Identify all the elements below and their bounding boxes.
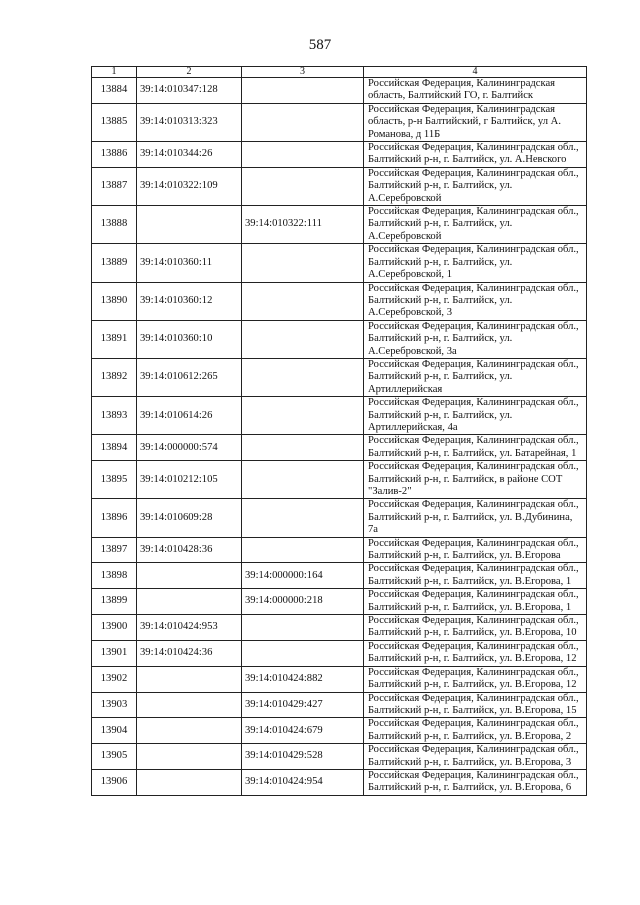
address-cell: Российская Федерация, Калининградская обл., Балтийский р-н, г. Балтийск, ул. В.Егорова, 2 xyxy=(364,718,587,744)
table-row xyxy=(92,142,587,168)
address-cell: Российская Федерация, Калининградская обл., Балтийский р-н, г. Балтийск, в районе СОТ "Залив-2" xyxy=(364,461,587,499)
record-number-cell: 13886 xyxy=(92,142,137,168)
related-cadastral-number-cell xyxy=(242,78,364,104)
column-header: 4 xyxy=(364,67,587,78)
related-cadastral-number-cell xyxy=(242,167,364,205)
record-number-cell: 13892 xyxy=(92,358,137,396)
address-cell: Российская Федерация, Калининградская обл., Балтийский р-н, г. Балтийск, ул. В.Егорова, 10 xyxy=(364,615,587,641)
record-number-cell: 13902 xyxy=(92,666,137,692)
table-row xyxy=(92,282,587,320)
table-row xyxy=(92,435,587,461)
related-cadastral-number-cell xyxy=(242,435,364,461)
cadastral-number-cell xyxy=(137,692,242,718)
table-row xyxy=(92,461,587,499)
record-number-cell: 13884 xyxy=(92,78,137,104)
table-row xyxy=(92,537,587,563)
record-number-cell: 13888 xyxy=(92,206,137,244)
record-number-cell: 13891 xyxy=(92,320,137,358)
address-cell: Российская Федерация, Калининградская обл., Балтийский р-н, г. Балтийск, ул. В.Егорова, 1 xyxy=(364,563,587,589)
related-cadastral-number-cell: 39:14:010424:679 xyxy=(242,718,364,744)
cadastral-number-cell: 39:14:010614:26 xyxy=(137,397,242,435)
address-cell: Российская Федерация, Калининградская обл., Балтийский р-н, г. Балтийск, ул. Артиллерийская xyxy=(364,358,587,396)
record-number-cell: 13899 xyxy=(92,589,137,615)
related-cadastral-number-cell xyxy=(242,615,364,641)
address-cell: Российская Федерация, Калининградская обл., Балтийский р-н, г. Балтийск, ул. В.Егорова, 15 xyxy=(364,692,587,718)
record-number-cell: 13905 xyxy=(92,744,137,770)
table-row xyxy=(92,244,587,282)
related-cadastral-number-cell xyxy=(242,397,364,435)
table-row xyxy=(92,358,587,396)
registry-table xyxy=(91,66,587,796)
cadastral-number-cell xyxy=(137,206,242,244)
related-cadastral-number-cell: 39:14:010322:111 xyxy=(242,206,364,244)
address-cell: Российская Федерация, Калининградская обл., Балтийский р-н, г. Балтийск, ул. В.Егорова, 3 xyxy=(364,744,587,770)
related-cadastral-number-cell xyxy=(242,320,364,358)
address-cell: Российская Федерация, Калининградская обл., Балтийский р-н, г. Балтийск, ул. А.Серебровской xyxy=(364,206,587,244)
record-number-cell: 13906 xyxy=(92,769,137,795)
address-cell: Российская Федерация, Калининградская обл., Балтийский р-н, г. Балтийск, ул. А.Серебровской, 1 xyxy=(364,244,587,282)
related-cadastral-number-cell xyxy=(242,282,364,320)
table-row xyxy=(92,640,587,666)
record-number-cell: 13890 xyxy=(92,282,137,320)
table-row xyxy=(92,718,587,744)
table-row xyxy=(92,103,587,141)
column-header: 2 xyxy=(137,67,242,78)
cadastral-number-cell: 39:14:010347:128 xyxy=(137,78,242,104)
address-cell: Российская Федерация, Калининградская обл., Балтийский р-н, г. Балтийск, ул. В.Егорова xyxy=(364,537,587,563)
cadastral-number-cell xyxy=(137,769,242,795)
cadastral-number-cell: 39:14:010212:105 xyxy=(137,461,242,499)
record-number-cell: 13894 xyxy=(92,435,137,461)
cadastral-number-cell xyxy=(137,563,242,589)
address-cell: Российская Федерация, Калининградская область, Балтийский ГО, г. Балтийск xyxy=(364,78,587,104)
address-cell: Российская Федерация, Калининградская обл., Балтийский р-н, г. Балтийск, ул. А.Серебровской xyxy=(364,167,587,205)
record-number-cell: 13904 xyxy=(92,718,137,744)
record-number-cell: 13900 xyxy=(92,615,137,641)
table-row xyxy=(92,78,587,104)
page-number: 587 xyxy=(308,37,332,53)
cadastral-number-cell: 39:14:010344:26 xyxy=(137,142,242,168)
cadastral-number-cell: 39:14:010322:109 xyxy=(137,167,242,205)
table-row xyxy=(92,397,587,435)
record-number-cell: 13895 xyxy=(92,461,137,499)
table-row xyxy=(92,615,587,641)
cadastral-number-cell: 39:14:010609:28 xyxy=(137,499,242,537)
address-cell: Российская Федерация, Калининградская обл., Балтийский р-н, г. Балтийск, ул. А.Серебровской, 3а xyxy=(364,320,587,358)
cadastral-number-cell: 39:14:010360:11 xyxy=(137,244,242,282)
record-number-cell: 13897 xyxy=(92,537,137,563)
table-row xyxy=(92,320,587,358)
address-cell: Российская Федерация, Калининградская обл., Балтийский р-н, г. Балтийск, ул. В.Егорова, 1 xyxy=(364,589,587,615)
table-row xyxy=(92,769,587,795)
address-cell: Российская Федерация, Калининградская обл., Балтийский р-н, г. Балтийск, ул. А.Невского xyxy=(364,142,587,168)
table-row xyxy=(92,589,587,615)
record-number-cell: 13887 xyxy=(92,167,137,205)
address-cell: Российская Федерация, Калининградская обл., Балтийский р-н, г. Балтийск, ул. Батарейная, 1 xyxy=(364,435,587,461)
table-row xyxy=(92,499,587,537)
table-header-row xyxy=(92,67,587,78)
table-row xyxy=(92,206,587,244)
column-header: 1 xyxy=(92,67,137,78)
cadastral-number-cell: 39:14:010424:36 xyxy=(137,640,242,666)
record-number-cell: 13896 xyxy=(92,499,137,537)
cadastral-number-cell: 39:14:010360:10 xyxy=(137,320,242,358)
cadastral-number-cell xyxy=(137,718,242,744)
related-cadastral-number-cell: 39:14:010429:528 xyxy=(242,744,364,770)
cadastral-number-cell: 39:14:010313:323 xyxy=(137,103,242,141)
address-cell: Российская Федерация, Калининградская обл., Балтийский р-н, г. Балтийск, ул. А.Серебровской, 3 xyxy=(364,282,587,320)
column-header: 3 xyxy=(242,67,364,78)
related-cadastral-number-cell xyxy=(242,640,364,666)
related-cadastral-number-cell: 39:14:010424:954 xyxy=(242,769,364,795)
address-cell: Российская Федерация, Калининградская обл., Балтийский р-н, г. Балтийск, ул. В.Егорова, 12 xyxy=(364,640,587,666)
related-cadastral-number-cell xyxy=(242,358,364,396)
record-number-cell: 13889 xyxy=(92,244,137,282)
table-row xyxy=(92,692,587,718)
cadastral-number-cell xyxy=(137,666,242,692)
table-row xyxy=(92,167,587,205)
cadastral-number-cell: 39:14:000000:574 xyxy=(137,435,242,461)
address-cell: Российская Федерация, Калининградская обл., Балтийский р-н, г. Балтийск, ул. В.Дубинина, 7а xyxy=(364,499,587,537)
related-cadastral-number-cell xyxy=(242,499,364,537)
cadastral-number-cell xyxy=(137,589,242,615)
cadastral-number-cell: 39:14:010428:36 xyxy=(137,537,242,563)
address-cell: Российская Федерация, Калининградская область, р-н Балтийский, г Балтийск, ул А. Романова, д 11Б xyxy=(364,103,587,141)
cadastral-number-cell: 39:14:010424:953 xyxy=(137,615,242,641)
address-cell: Российская Федерация, Калининградская обл., Балтийский р-н, г. Балтийск, ул. В.Егорова, 12 xyxy=(364,666,587,692)
table-row xyxy=(92,666,587,692)
record-number-cell: 13903 xyxy=(92,692,137,718)
related-cadastral-number-cell xyxy=(242,244,364,282)
related-cadastral-number-cell xyxy=(242,461,364,499)
related-cadastral-number-cell: 39:14:010424:882 xyxy=(242,666,364,692)
record-number-cell: 13885 xyxy=(92,103,137,141)
table-row xyxy=(92,744,587,770)
related-cadastral-number-cell: 39:14:010429:427 xyxy=(242,692,364,718)
related-cadastral-number-cell xyxy=(242,142,364,168)
related-cadastral-number-cell xyxy=(242,103,364,141)
address-cell: Российская Федерация, Калининградская обл., Балтийский р-н, г. Балтийск, ул. В.Егорова, 6 xyxy=(364,769,587,795)
cadastral-number-cell xyxy=(137,744,242,770)
cadastral-number-cell: 39:14:010360:12 xyxy=(137,282,242,320)
record-number-cell: 13898 xyxy=(92,563,137,589)
related-cadastral-number-cell xyxy=(242,537,364,563)
record-number-cell: 13893 xyxy=(92,397,137,435)
related-cadastral-number-cell: 39:14:000000:218 xyxy=(242,589,364,615)
address-cell: Российская Федерация, Калининградская обл., Балтийский р-н, г. Балтийск, ул. Артиллерийская, 4а xyxy=(364,397,587,435)
related-cadastral-number-cell: 39:14:000000:164 xyxy=(242,563,364,589)
table-row xyxy=(92,563,587,589)
record-number-cell: 13901 xyxy=(92,640,137,666)
cadastral-number-cell: 39:14:010612:265 xyxy=(137,358,242,396)
